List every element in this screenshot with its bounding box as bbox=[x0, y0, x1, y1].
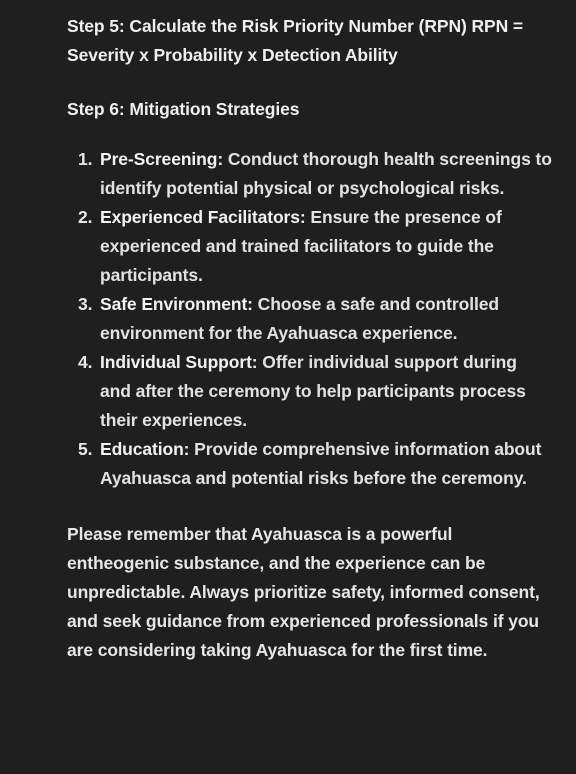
list-item-description: Offer individual support during and after the ceremony to help participants process their experiences. bbox=[100, 352, 526, 430]
list-item bbox=[67, 348, 552, 435]
list-item-number: 5. bbox=[78, 439, 93, 459]
step-6-heading: Step 6: Mitigation Strategies bbox=[67, 99, 300, 119]
list-item-term: Safe Environment: bbox=[100, 294, 253, 314]
list-item-description: Ensure the presence of experienced and trained facilitators to guide the participants. bbox=[100, 207, 502, 285]
list-item-term: Pre-Screening: bbox=[100, 149, 224, 169]
list-item bbox=[67, 145, 552, 203]
mitigation-strategies-list bbox=[67, 145, 552, 493]
list-item bbox=[67, 290, 552, 348]
list-item bbox=[67, 203, 552, 290]
list-item-description: Choose a safe and controlled environment for the Ayahuasca experience. bbox=[100, 294, 499, 343]
step-5-heading: Step 5: Calculate the Risk Priority Number (RPN) RPN = Severity x Probability x Detection Ability bbox=[67, 16, 524, 65]
list-item-description: Conduct thorough health screenings to identify potential physical or psychological risks. bbox=[100, 149, 552, 198]
list-item bbox=[67, 435, 552, 493]
list-item-number: 2. bbox=[78, 207, 93, 227]
list-item-number: 1. bbox=[78, 149, 93, 169]
list-item-number: 3. bbox=[78, 294, 93, 314]
list-item-term: Education: bbox=[100, 439, 190, 459]
list-item-term: Individual Support: bbox=[100, 352, 258, 372]
closing-paragraph: Please remember that Ayahuasca is a powerful entheogenic substance, and the experience can be unpredictable. Always prioritize safety, informed consent, and seek guidance from experienced professionals if you are considering taking Ayahuasca for the first time. bbox=[67, 524, 540, 660]
list-item-description: Provide comprehensive information about Ayahuasca and potential risks before the ceremony. bbox=[100, 439, 542, 488]
list-item-number: 4. bbox=[78, 352, 93, 372]
list-item-term: Experienced Facilitators: bbox=[100, 207, 306, 227]
